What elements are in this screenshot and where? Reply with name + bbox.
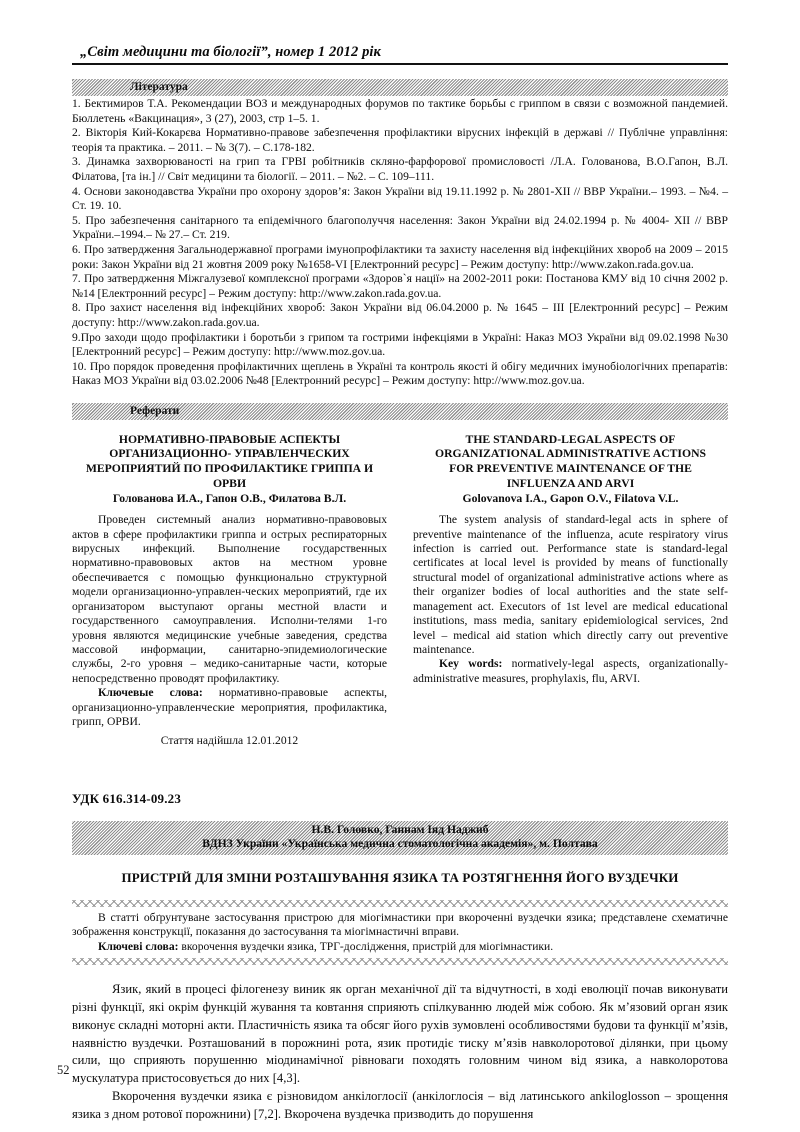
abstract-title-line: ОРГАНИЗАЦИОННО- УПРАВЛЕНЧЕСКИХ <box>109 447 350 461</box>
body-paragraph: Язик, який в процесі філогенезу виник як орган механічної дії та відчутності, в ході еволюції почав виконувати різні функції, які окрім функцій жування та ковтання сприяють спілкуванню людей між собою. Як м’язовий орган язик виконує складні моторні акти. Пластичність язика та обсяг його рухів зумовлені особливостями будови та функції м’язів, наявністю вуздечки. Розташований в порожнині рота, язик протидіє тиску м’язів навколоротової ділянки, при цьому сили, що сприяють порушенню міодинамічної рівноваги походять головним чином від язика, а навколоротова мускулатура пристосовується до них [4,3]. <box>72 982 728 1086</box>
abstract-keywords-label: Key words: <box>439 657 503 671</box>
article-body <box>72 981 728 1123</box>
abstract-title-line: FOR PREVENTIVE MAINTENANCE OF THE <box>449 462 692 476</box>
abstract-keywords-value: normatively-legal aspects, organizationally-administrative measures, prophylaxis, flu, ARVI. <box>413 657 728 685</box>
reference-item: 7. Про затвердження Міжгалузевої комплексної програми «Здоров`я нації» на 2002-2011 роки: Постанова КМУ від 10 січня 2002 р. №14 [Електронний ресурс] – Режим доступу: http://www.zakon.rada.gov.ua. <box>72 272 728 300</box>
abstract-title-line: МЕРОПРИЯТИЙ ПО ПРОФИЛАКТИКЕ ГРИППА И ОРВИ <box>85 462 374 490</box>
section-heading-literature-label: Література <box>130 81 188 93</box>
abstract-authors: Golovanova I.A., Gapon O.V., Filatova V.L. <box>462 492 679 506</box>
section-heading-literature <box>72 79 728 96</box>
abstract-authors: Голованова И.А., Гапон О.В., Филатова В.Л. <box>112 492 347 506</box>
annotation-keywords-value: вкорочення вуздечки язика, ТРГ-дослідження, пристрій для міогімнастики. <box>181 939 554 953</box>
body-paragraph: Вкорочення вуздечки язика є різновидом анкілоглосії (анкілоглосія – від латинського ankiloglosson – зрощення язика з дном ротової порожнини) [7,2]. Вкорочена вуздечка призводить до порушення <box>72 1089 728 1121</box>
annotation-keywords-label: Ключеві слова: <box>98 939 179 953</box>
annotation-text: В статті обґрунтуване застосування пристрою для міогімнастики при вкороченні вуздечки язика; представлене схематичне зображення конструкції, показання до застосування та міогімнастичні вправи. <box>72 910 728 939</box>
article-affiliation: ВДНЗ України «Українська медична стоматологічна академія», м. Полтава <box>202 837 598 851</box>
running-head: „Світ медицини та біології”, номер 1 2012 рік <box>80 44 381 60</box>
reference-item: 5. Про забезпечення санітарного та епідемічного благополуччя населення: Закон України від 24.02.1994 р. № 4004- XII // ВВР України.–1994.– № 27.– Ст. 219. <box>72 213 728 242</box>
reference-item: 8. Про захист населення від інфекційних хвороб: Закон України від 06.04.2000 р. № 1645 – III [Електронний ресурс] – Режим доступу: http://www.zakon.rada.gov.ua. <box>72 301 728 329</box>
abstract-keywords <box>413 657 728 686</box>
section-heading-abstracts-label: Реферати <box>130 404 180 417</box>
abstract-body: The system analysis of standard-legal acts in sphere of preventive maintenance of the influenza, acute respiratory virus infection is carried out. Performance state is standard-legal certificates at local level is provided by means of functionally structural model of organizational administrative actions where as their organizer bodies of local authorities and the state self-management act. Executors of 1st level are medical educational institutions, mass media, sanitary epidemiological services, 2nd level – medical aid station which directly carry out preventive maintenance. <box>413 513 728 656</box>
article-annotation <box>72 907 728 957</box>
reference-item: 9.Про заходи щодо профілактики і боротьби з грипом та гострими інфекціями в Україні: Наказ МОЗ України від 09.02.1998 №30 [Електронний ресурс] – Режим доступу: http://www.moz.gov.ua. <box>72 330 728 359</box>
article-authors: Н.В. Головко, Ганнам Іяд Наджиб <box>311 822 489 836</box>
reference-item: 3. Динамка захворюваності на грип та ГРВІ робітників скляно-фарфорової промисловості /Л.А. Голованова, В.О.Гапон, В.Л. Філатова, [та ін.] // Світ медицини та біології. – 2011. – №2. – С. 109–111. <box>72 155 728 183</box>
article-udk: УДК 616.314-09.23 <box>72 790 182 806</box>
abstract-english <box>413 433 728 749</box>
annotation-keywords <box>72 940 728 955</box>
abstract-russian <box>72 433 387 749</box>
abstract-keywords-label: Ключевые слова: <box>98 686 203 700</box>
section-heading-abstracts <box>72 403 728 420</box>
reference-item: 10. Про порядок проведення профілактичних щеплень в Україні та контроль якості й обігу медичних імунобіологічних препаратів: Наказ МОЗ України від 03.02.2006 №48 [Електронний ресурс] – Режим доступу: http://www.moz.gov.ua. <box>72 359 728 388</box>
abstract-keywords <box>72 686 387 729</box>
abstracts-columns <box>72 433 728 749</box>
reference-item: 6. Про затвердження Загальнодержавної програми імунопрофілактики та захисту населення від інфекційних хвороб на 2009 – 2015 роки: Закон України від 21 жовтня 2009 року №1658-VI [Електронний ресурс] – Режим доступу: http://www.zakon.rada.gov.ua. <box>72 242 728 271</box>
running-head-rule <box>72 63 728 65</box>
reference-item: 4. Основи законодавства України про охорону здоров’я: Закон України від 19.11.1992 р. № 2801-XII // ВВР України.– 1993. – №4. – Ст. 19. 10. <box>72 184 728 213</box>
annotation-bottom-border <box>72 958 728 965</box>
abstract-title-line: THE STANDARD-LEGAL ASPECTS OF <box>465 432 676 446</box>
article-byline-block <box>72 821 728 855</box>
page-number: 52 <box>57 1063 70 1077</box>
reference-item: 1. Бектимиров Т.А. Рекомендации ВОЗ и международных форумов по тактике борьбы с гриппом в связи с возможной пандемией. Бюллетень «Вакцинация», 3 (27), 2003, стр 1–5. 1. <box>72 97 728 125</box>
annotation-top-border <box>72 900 728 907</box>
abstract-body: Проведен системный анализ нормативно-правововых актов в сфере профилактики гриппа и острых респираторных вирусных инфекций. Выполнение государственных нормативно-правововых актов на местном уровне обеспечивается с помощью функционально структурной модели организационно-управлен-ческих мероприятий, где их организатором выступают органы местной власти и государственного самоуправления. Исполни-телями 1-го уровня являются медицинские учебные заведения, средства массовой информации, санитарно-эпидемиологические службы, 2-го уровня – медико-санитарные части, которые непосредственно проводят профилактику. <box>72 513 387 685</box>
abstract-title-line: INFLUENZA AND ARVI <box>506 476 635 490</box>
article-received-date: Стаття надійшла 12.01.2012 <box>160 734 299 748</box>
abstract-keywords-value: нормативно-правовые аспекты, организационно-управленческие мероприятия, профилактика, грипп, ОРВИ. <box>72 686 388 728</box>
page-content <box>72 0 728 1124</box>
reference-item: 2. Вікторія Кий-Кокарєва Нормативно-правове забезпечення профілактики вірусних інфекцій в державі // Публічне управління: теорія та практика. – 2011. – № 3(7). – С.178-182. <box>72 126 728 154</box>
reference-list <box>72 97 728 389</box>
abstract-title-line: НОРМАТИВНО-ПРАВОВЫЕ АСПЕКТЫ <box>118 432 341 446</box>
article-title: ПРИСТРІЙ ДЛЯ ЗМІНИ РОЗТАШУВАННЯ ЯЗИКА ТА РОЗТЯГНЕННЯ ЙОГО ВУЗДЕЧКИ <box>121 869 679 885</box>
abstract-title-line: ORGANIZATIONAL ADMINISTRATIVE ACTIONS <box>434 447 707 461</box>
